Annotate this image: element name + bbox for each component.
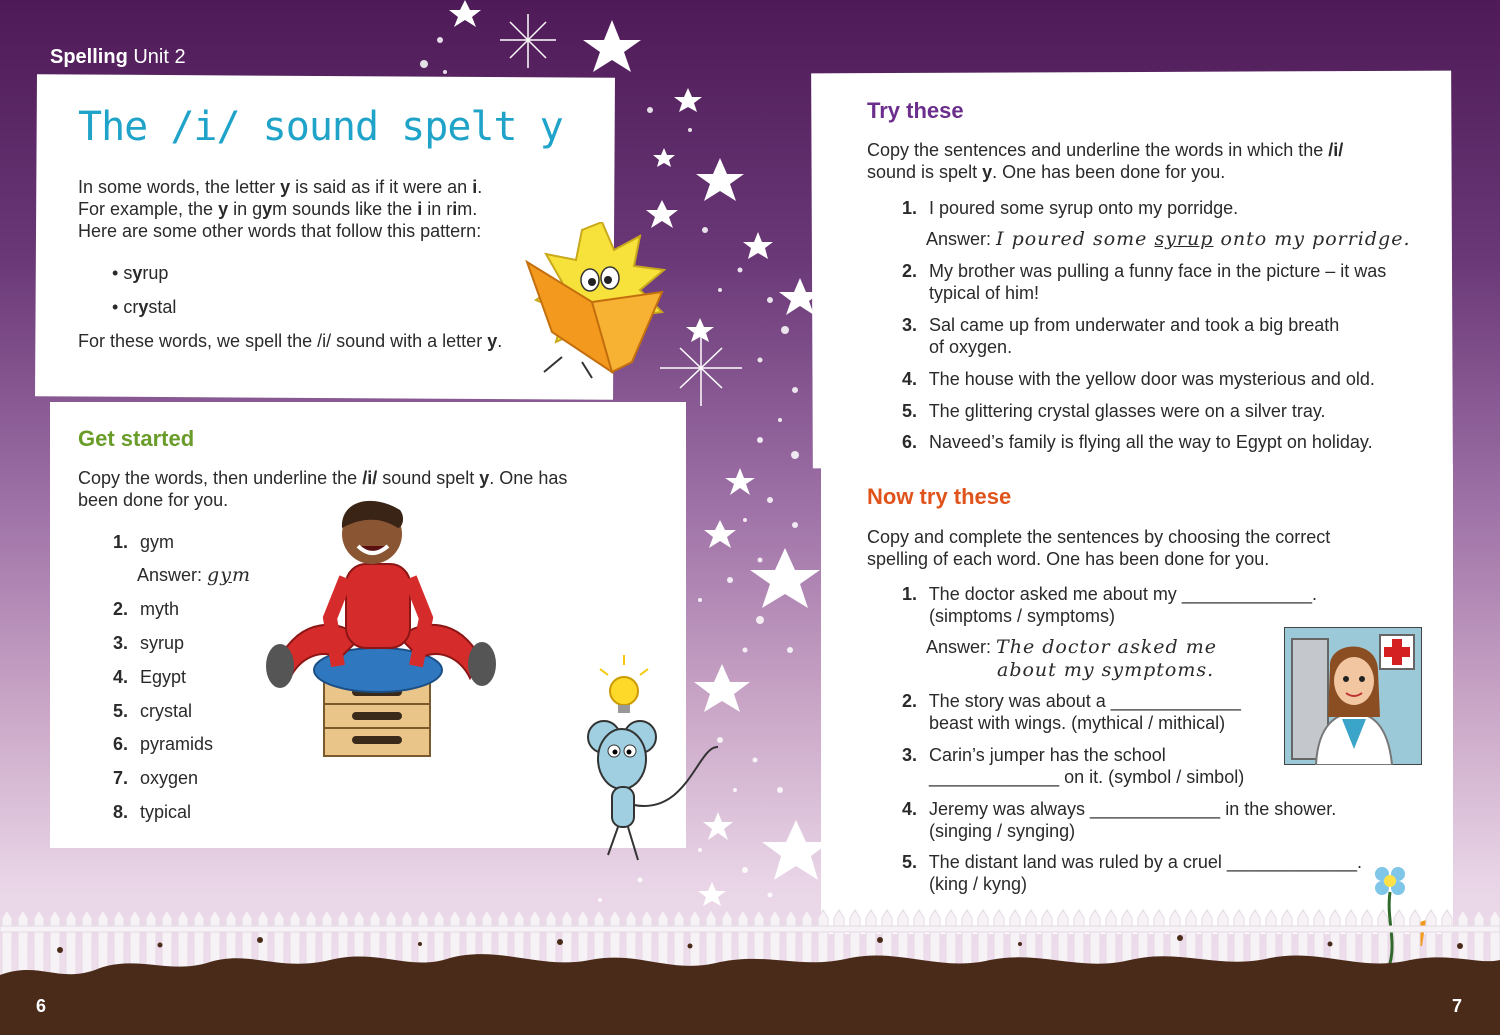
now-try-answer-line2: about my symptoms. bbox=[997, 659, 1215, 681]
list-item: 6. Naveed’s family is flying all the way to Egypt on holiday. bbox=[902, 432, 1373, 452]
fence-picket bbox=[2, 910, 12, 980]
list-item: 4. Jeremy was always _____________ in the shower. (singing / synging) bbox=[902, 799, 1337, 841]
list-item: 8. typical bbox=[113, 802, 192, 822]
list-item: 2. My brother was pulling a funny face in the picture – it was typical of him! bbox=[902, 261, 1387, 303]
list-item: 6. pyramids bbox=[113, 734, 214, 754]
list-item: 2. myth bbox=[113, 599, 180, 619]
list-item: 1. I poured some syrup onto my porridge. bbox=[902, 198, 1239, 218]
now-try-instructions: Copy and complete the sentences by choosing the correct spelling of each word. One has been done for you. bbox=[867, 527, 1331, 569]
try-these-answer: Answer: I poured some syrup onto my porridge. bbox=[926, 228, 1411, 250]
fence-picket bbox=[34, 910, 44, 980]
list-item: 3. syrup bbox=[113, 633, 185, 653]
get-started-instructions: Copy the words, then underline the /i/ sound spelt y. One has been done for you. bbox=[78, 468, 568, 510]
unit-label: Spelling Unit 2 bbox=[50, 46, 186, 68]
fence-picket bbox=[18, 910, 28, 980]
soil bbox=[0, 954, 1500, 1035]
fence-picket bbox=[50, 910, 60, 980]
bullet-crystal: • crystal bbox=[112, 297, 177, 317]
list-item: 5. The distant land was ruled by a cruel _____________. (king / kyng) bbox=[902, 852, 1362, 894]
page-title: The /i/ sound spelt y bbox=[78, 104, 563, 150]
fence-rail bbox=[0, 926, 1500, 932]
intro-outro: For these words, we spell the /i/ sound with a letter y. bbox=[78, 331, 503, 351]
page-number-right: 7 bbox=[1452, 996, 1463, 1016]
list-item: 3. Sal came up from underwater and took a big breath of oxygen. bbox=[902, 315, 1340, 357]
list-item: 5. The glittering crystal glasses were on a silver tray. bbox=[902, 401, 1326, 421]
list-item: 1. gym bbox=[113, 532, 175, 552]
now-try-heading: Now try these bbox=[867, 484, 1012, 509]
fence-picket bbox=[66, 910, 76, 980]
list-item: 5. crystal bbox=[113, 701, 193, 721]
page-number-left: 6 bbox=[36, 996, 47, 1016]
list-item: 4. The house with the yellow door was mysterious and old. bbox=[902, 369, 1375, 389]
try-these-heading: Try these bbox=[867, 98, 964, 123]
list-item: 1. The doctor asked me about my _____________. (simptoms / symptoms) bbox=[902, 584, 1317, 626]
get-started-answer: Answer: gym bbox=[137, 564, 251, 586]
intro-paragraph: In some words, the letter y is said as if it were an i. For example, the y in gym sounds like the i in rim. Here are some other words that follow this pattern: bbox=[78, 177, 483, 241]
list-item: 3. Carin’s jumper has the school _____________ on it. (symbol / simbol) bbox=[902, 745, 1245, 787]
get-started-heading: Get started bbox=[78, 426, 195, 451]
list-item: 2. The story was about a _____________ beast with wings. (mythical / mithical) bbox=[902, 691, 1241, 733]
list-item: 7. oxygen bbox=[113, 768, 199, 788]
now-try-answer: Answer: The doctor asked me bbox=[926, 636, 1217, 658]
fence-picket bbox=[82, 910, 92, 980]
try-these-instructions: Copy the sentences and underline the words in which the /i/ sound is spelt y. One has been done for you. bbox=[867, 140, 1344, 182]
bullet-syrup: • syrup bbox=[112, 263, 169, 283]
list-item: 4. Egypt bbox=[113, 667, 187, 687]
